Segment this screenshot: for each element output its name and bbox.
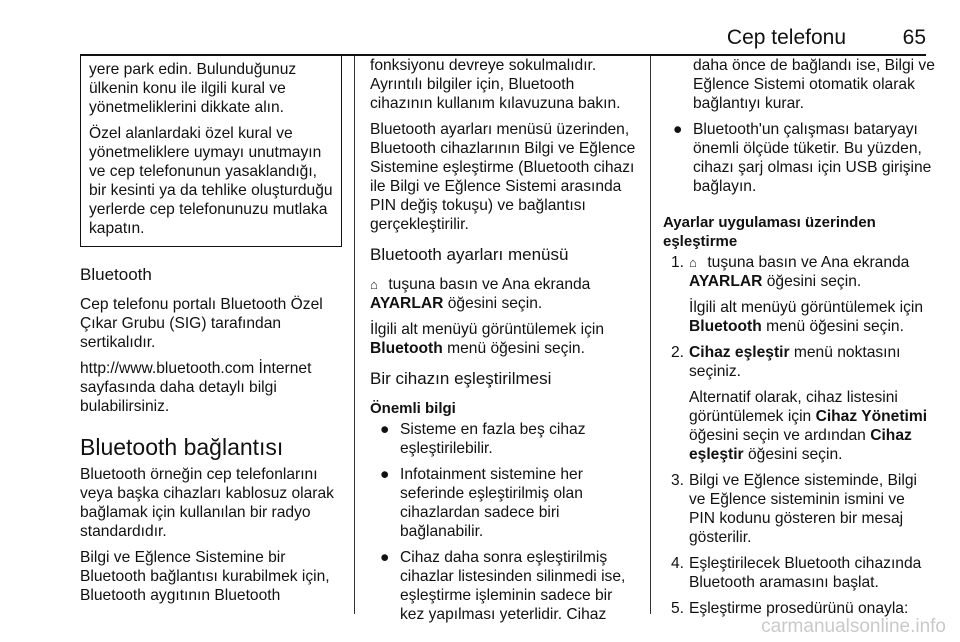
list-item: [370, 548, 638, 624]
step-1: [663, 253, 935, 291]
text: tuşuna basın ve Ana ekranda: [707, 254, 910, 271]
text: menü öğesini seçin.: [766, 318, 904, 335]
section-heading-pairing: Bir cihazın eşleştirilmesi: [370, 369, 552, 388]
step-number: 4.: [671, 555, 685, 572]
list-item-text: Cihaz daha sonra eşleştirilmiş cihazlar listesinden silinmedi ise, eşleştirme işleminin sadece bir kez yapılması yeterlidir. Cihaz: [400, 549, 626, 623]
bullet-icon: ●: [380, 421, 390, 438]
home-icon: ⌂: [689, 255, 697, 270]
text: İlgili alt menüyü görüntülemek için: [689, 299, 924, 316]
list-item-text: Sisteme en fazla beş cihaz eşleştirilebilir.: [400, 421, 586, 457]
text: Bilgi ve Eğlence sisteminde, Bilgi ve Eğlence sisteminin ismini ve PIN kodunu gösteren bir mesaj gösterilir.: [689, 472, 917, 546]
paragraph: Cep telefonu portalı Bluetooth Özel Çıkar Grubu (SIG) tarafından sertikalıdır.: [80, 296, 323, 351]
warning-box: [80, 56, 342, 247]
page-number: 65: [902, 26, 926, 49]
paragraph: [370, 320, 638, 358]
text: öğesini seçin.: [447, 295, 543, 312]
column-divider: [650, 56, 651, 614]
menu-item-ref: Cihaz Yönetimi: [815, 408, 928, 425]
step-3: [663, 471, 935, 547]
text: Eşleştirme prosedürünü onayla:: [689, 600, 909, 617]
text: Alternatif olarak, cihaz listesini görüntülemek için: [689, 389, 898, 425]
page-header: [80, 16, 926, 56]
text: öğesini seçin ve ardından: [689, 427, 866, 444]
list-item: [370, 465, 638, 541]
text: menü öğesini seçin.: [447, 340, 585, 357]
step-2-detail: [663, 388, 935, 464]
header-title: Cep telefonu: [726, 26, 846, 49]
column-3: [663, 56, 935, 625]
menu-item-ref: AYARLAR: [370, 295, 444, 312]
important-heading: Önemli bilgi: [370, 400, 456, 417]
watermark: carmanualsonline.info: [761, 616, 946, 637]
bullet-icon: ●: [380, 466, 390, 483]
list-item-text: Bluetooth'un çalışması bataryayı önemli ölçüde tüketir. Bu yüzden, cihazı şarj olması için USB girişine bağlayın.: [693, 121, 932, 195]
bullet-icon: ●: [380, 549, 390, 566]
text: tuşuna basın ve Ana ekranda: [388, 276, 591, 293]
step-number: 1.: [671, 254, 685, 271]
menu-item-ref: Cihaz eşleştir: [689, 427, 912, 463]
paragraph: Bilgi ve Eğlence Sistemine bir Bluetooth bağlantısı kurabilmek için, Bluetooth aygıtının Bluetooth: [80, 549, 330, 604]
list-item: [370, 420, 638, 458]
text: menü noktasını seçiniz.: [689, 344, 901, 380]
text: öğesini seçin.: [747, 446, 843, 463]
column-2: [370, 56, 638, 631]
column-divider: [354, 56, 355, 614]
menu-item-ref: Bluetooth: [689, 318, 762, 335]
text: öğesini seçin.: [766, 273, 862, 290]
column-1: [80, 56, 342, 612]
step-number: 2.: [671, 344, 685, 361]
paragraph: [370, 275, 638, 313]
step-number: 5.: [671, 600, 685, 617]
text: İlgili alt menüyü görüntülemek için: [370, 321, 605, 338]
menu-item-ref: Cihaz eşleştir: [689, 344, 790, 361]
paragraph: fonksiyonu devreye sokulmalıdır. Ayrıntılı bilgiler için, Bluetooth cihazının kullanım kılavuzuna bakın.: [370, 57, 621, 112]
bullet-icon: ●: [673, 121, 683, 138]
menu-item-ref: AYARLAR: [689, 273, 763, 290]
step-number: 3.: [671, 472, 685, 489]
step-2: [663, 343, 935, 381]
list-item-text: daha önce de bağlandı ise, Bilgi ve Eğlence Sistemi otomatik olarak bağlantıyı kurar.: [693, 57, 935, 112]
list-item-continued: [663, 56, 935, 113]
warning-text-1: yere park edin. Bulunduğunuz ülkenin konu ile ilgili kural ve yönetmeliklerini dikkate alın.: [89, 61, 297, 116]
warning-text-2: Özel alanlardaki özel kural ve yönetmeliklere uymayı unutmayın ve cep telefonunun yasaklandığı, bir kesinti ya da tehlike oluşturduğu yerlerde cep telefonunuzu mutlaka kapatın.: [89, 125, 333, 237]
text: Eşleştirilecek Bluetooth cihazında Bluetooth aramasını başlat.: [689, 555, 922, 591]
home-icon: ⌂: [370, 277, 378, 292]
paragraph: http://www.bluetooth.com İnternet sayfasında daha detaylı bilgi bulabilirsiniz.: [80, 360, 312, 415]
section-heading-connection: Bluetooth bağlantısı: [80, 434, 284, 460]
paragraph: Bluetooth örneğin cep telefonlarını veya başka cihazları kablosuz olarak bağlamak için kullanılan bir radyo standardıdır.: [80, 466, 334, 540]
section-heading-app-pairing: Ayarlar uygulaması üzerinden eşleştirme: [663, 214, 876, 250]
section-heading-settings-menu: Bluetooth ayarları menüsü: [370, 245, 569, 264]
step-1-detail: [663, 298, 935, 336]
list-item: [663, 120, 935, 196]
paragraph: Bluetooth ayarları menüsü üzerinden, Bluetooth cihazlarının Bilgi ve Eğlence Sistemine eşleştirme (Bluetooth cihazı ile Bilgi ve Eğlence Sistemi arasında PIN değiş tokuşu) ve bağlantısı gerçekleştirilir.: [370, 121, 636, 233]
menu-item-ref: Bluetooth: [370, 340, 443, 357]
section-heading-bluetooth: Bluetooth: [80, 265, 152, 284]
list-item-text: Infotainment sistemine her seferinde eşleştirilmiş olan cihazlardan sadece biri bağlanabilir.: [400, 466, 583, 540]
step-4: [663, 554, 935, 592]
